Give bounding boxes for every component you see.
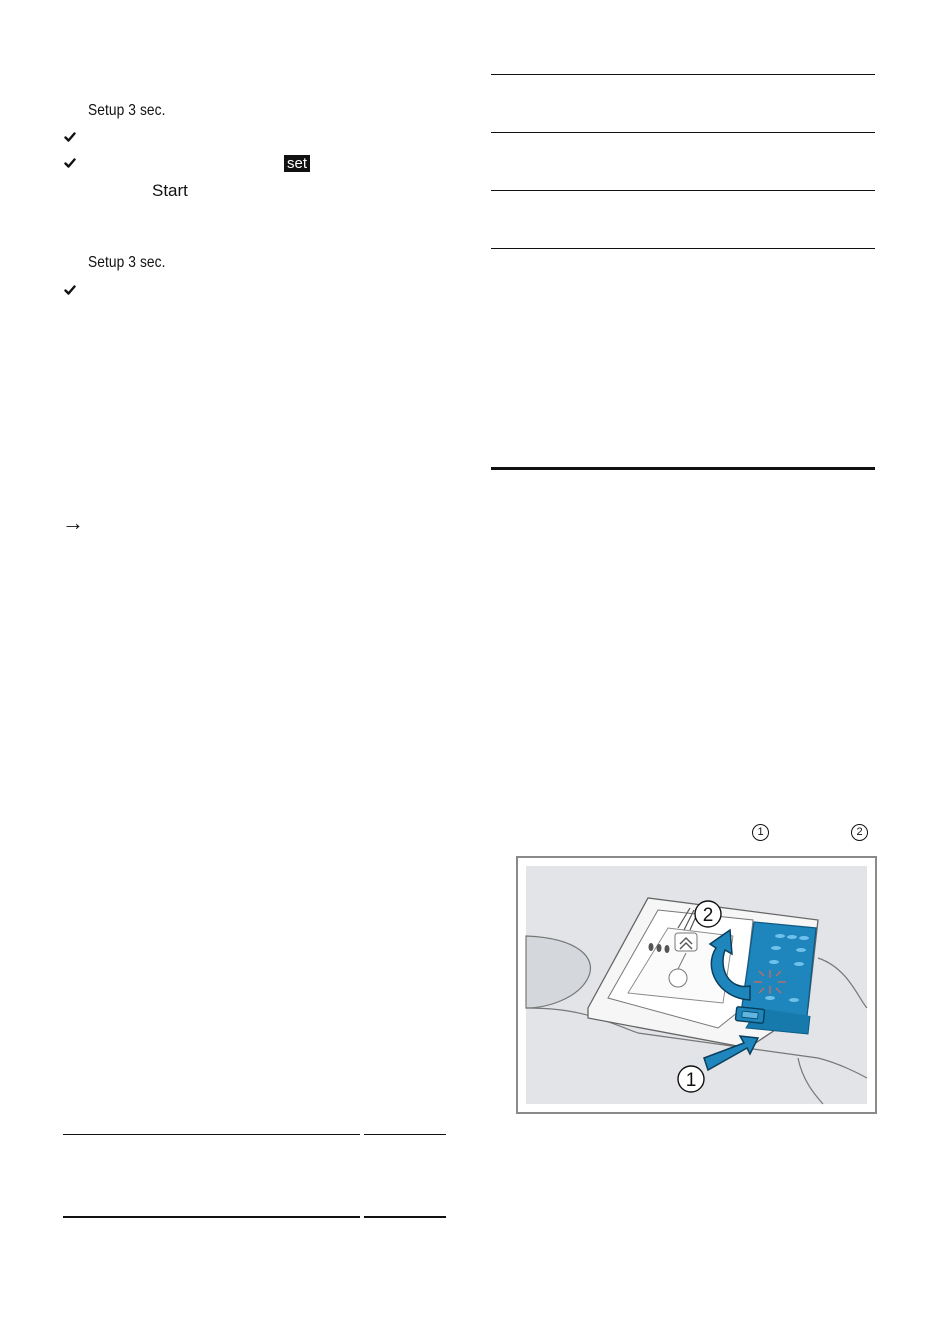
table-rule-2 xyxy=(491,132,875,133)
set-badge: set xyxy=(284,155,310,172)
figure-marker-1: 1 xyxy=(685,1070,697,1091)
check-icon xyxy=(64,131,76,143)
arrow-right-icon: → xyxy=(62,510,84,535)
check-icon xyxy=(64,284,76,296)
illustration-svg xyxy=(518,858,875,1112)
table-rule-bottom-b xyxy=(364,1216,446,1218)
salt-container-illustration xyxy=(516,856,877,1114)
table-rule-4 xyxy=(491,248,875,249)
table-rule-bottom-a xyxy=(63,1216,360,1218)
setup-label-1: Setup 3 sec. xyxy=(88,102,166,119)
table-rule-1 xyxy=(491,74,875,75)
setup-label-2: Setup 3 sec. xyxy=(88,254,166,271)
table-rule-3 xyxy=(491,190,875,191)
figure-marker-2: 2 xyxy=(702,905,714,926)
table-rule-top-a xyxy=(63,1134,360,1135)
table-rule-top-b xyxy=(364,1134,446,1135)
callout-1: 1 xyxy=(752,824,769,841)
section-divider xyxy=(491,467,875,470)
check-icon xyxy=(64,157,76,169)
start-label: Start xyxy=(152,181,188,200)
callout-2: 2 xyxy=(851,824,868,841)
